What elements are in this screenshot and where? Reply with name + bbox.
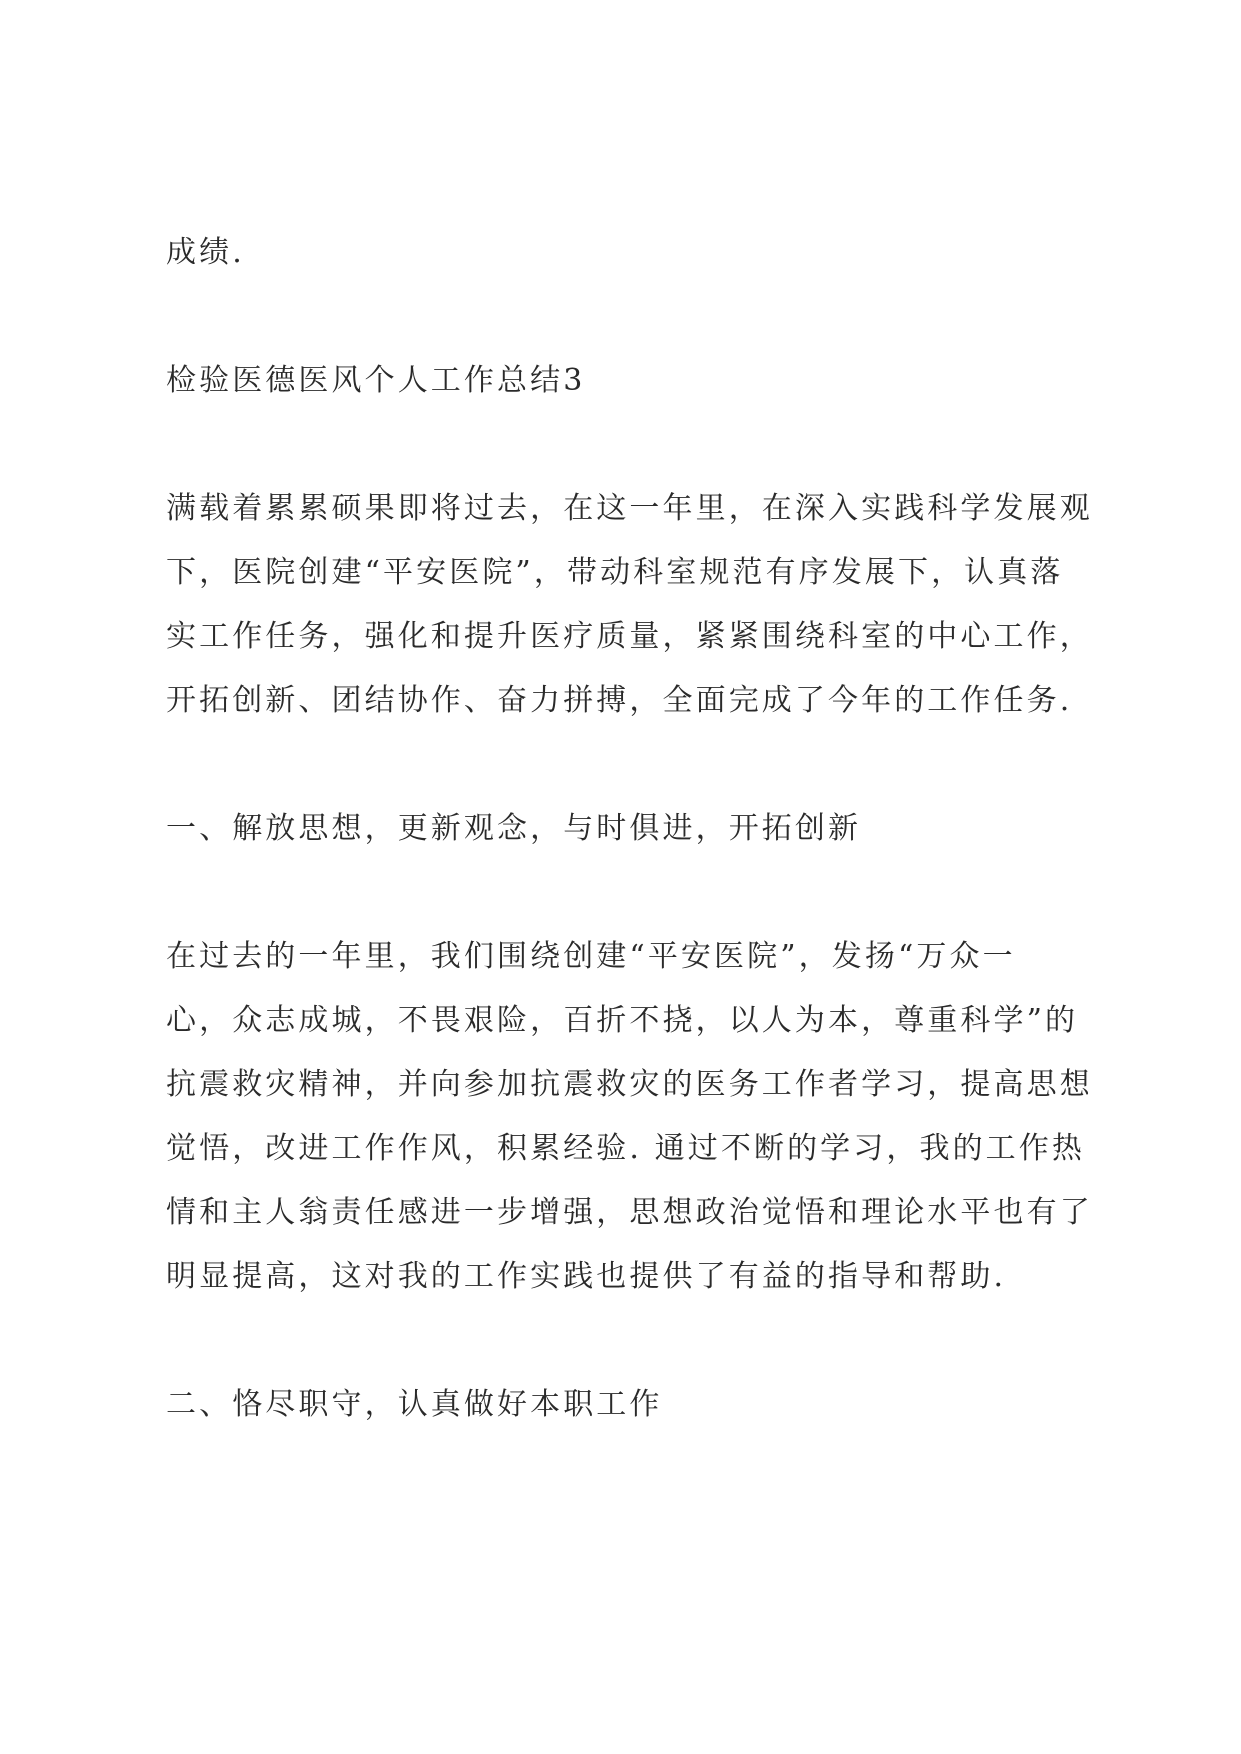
paragraph-1-line: 实工作任务，强化和提升医疗质量，紧紧围绕科室的中心工作， [166,619,1093,654]
paragraph-2-line: 抗震救灾精神，并向参加抗震救灾的医务工作者学习，提高思想 [166,1067,1093,1102]
paragraph-1-line: 满载着累累硕果即将过去，在这一年里，在深入实践科学发展观 [166,491,1093,526]
document-title: 检验医德医风个人工作总结3 [166,363,586,398]
section-heading-1: 一、解放思想，更新观念，与时俱进，开拓创新 [166,811,862,846]
paragraph-2-line: 心，众志成城，不畏艰险，百折不挠，以人为本，尊重科学”的 [166,1003,1079,1038]
text-fragment: 成绩. [166,235,245,270]
section-heading-2: 二、恪尽职守，认真做好本职工作 [166,1387,663,1422]
paragraph-1-line: 开拓创新、团结协作、奋力拼搏，全面完成了今年的工作任务. [166,683,1073,718]
paragraph-2-line: 情和主人翁责任感进一步增强，思想政治觉悟和理论水平也有了 [166,1195,1093,1230]
paragraph-1-line: 下，医院创建“平安医院”，带动科室规范有序发展下，认真落 [166,555,1064,590]
paragraph-2-line: 明显提高，这对我的工作实践也提供了有益的指导和帮助. [166,1259,1007,1294]
paragraph-2-line: 在过去的一年里，我们围绕创建“平安医院”，发扬“万众一 [166,939,1016,974]
paragraph-2-line: 觉悟，改进工作作风，积累经验. 通过不断的学习，我的工作热 [166,1131,1085,1166]
